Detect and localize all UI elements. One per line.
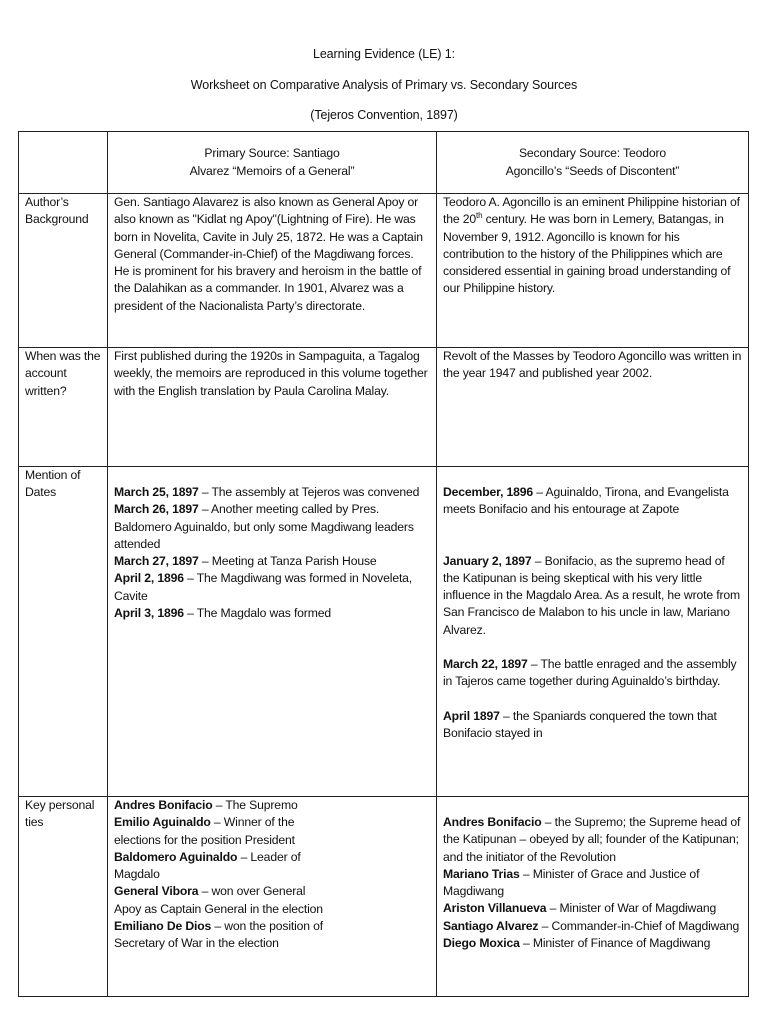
- date-entry: March 22, 1897 – The battle enraged and the assembly in Tajeros came together during Aguinaldo’s birthday.: [443, 657, 737, 689]
- worksheet-subtitle: Worksheet on Comparative Analysis of Primary vs. Secondary Sources: [190, 78, 578, 92]
- date-entry: December, 1896 – Aguinaldo, Tirona, and Evangelista meets Bonifacio and his entourage at Zapote: [443, 485, 729, 517]
- dates-primary: [108, 467, 437, 797]
- primary-source-header: [108, 132, 437, 194]
- person-entry: Andres Bonifacio – The Supremo: [114, 798, 298, 812]
- secondary-source-header: [437, 132, 749, 194]
- header-row: [19, 132, 749, 194]
- agoncillo-bio-part2: century. He was born in Lemery, Batangas, in November 9, 1912. Agoncillo is known for his contribution to the history of the Philippines which are considered essential in gaining broad understanding of our Philippine history.: [443, 212, 731, 296]
- author-background-label: Author’s Background: [19, 194, 108, 348]
- person-entry: General Vibora – won over General Apoy as Captain General in the election: [114, 884, 323, 916]
- date-entry: March 25, 1897 – The assembly at Tejeros was convened: [114, 485, 420, 499]
- when-written-label: When was the account written?: [19, 348, 108, 467]
- person-entry: Diego Moxica – Minister of Finance of Magdiwang: [443, 936, 711, 951]
- worksheet-title: Learning Evidence (LE) 1:: [312, 47, 456, 61]
- key-ties-secondary: [437, 797, 749, 997]
- mention-of-dates-label: Mention of Dates: [19, 467, 108, 797]
- when-written-primary: First published during the 1920s in Sampaguita, a Tagalog weekly, the memoirs are reproduced in this volume together with the English translation by Paula Carolina Malay.: [108, 348, 437, 467]
- date-entry: April 1897 – the Spaniards conquered the town that Bonifacio stayed in: [443, 708, 717, 740]
- author-background-primary: Gen. Santiago Alavarez is also known as General Apoy or also known as "Kidlat ng Apoy"(Lightning of Fire). He was born in Novelita, Cavite in July 25, 1872. He was a Captain General (Commander-in-Chief) of the Magdiwang forces. He is prominent for his bravery and heroism in the battle of the Dalahikan as a commander. In 1901, Alvarez was a president of the Nacionalista Party’s directorate.: [108, 194, 437, 348]
- corner-cell: [19, 132, 108, 194]
- agoncillo-bio-superscript: th: [476, 211, 483, 221]
- author-background-row: [19, 194, 749, 348]
- date-entry: March 27, 1897 – Meeting at Tanza Parish House: [114, 554, 377, 569]
- when-written-row: [19, 348, 749, 467]
- agoncillo-bio-part1: Teodoro A. Agoncillo is an eminent Philippine historian of the 20: [443, 195, 740, 227]
- primary-header-line2: Alvarez “Memoirs of a General”: [189, 163, 355, 178]
- dates-secondary: [437, 467, 749, 797]
- person-entry: Ariston Villanueva – Minister of War of Magdiwang: [443, 901, 717, 916]
- key-personal-ties-label: Key personal ties: [19, 797, 108, 997]
- person-entry: Baldomero Aguinaldo – Leader of Magdalo: [114, 849, 301, 882]
- date-entry: April 2, 1896 – The Magdiwang was formed in Noveleta, Cavite: [114, 571, 413, 603]
- worksheet-topic: (Tejeros Convention, 1897): [310, 108, 458, 122]
- date-entry: April 3, 1896 – The Magdalo was formed: [114, 606, 331, 621]
- date-entry: January 2, 1897 – Bonifacio, as the supremo head of the Katipunan is being skeptical with his very little influence in the Magdalo Area. As a result, he wrote from San Francisco de Malabon to his uncle in law, Mariano Alvarez.: [443, 553, 740, 637]
- author-background-secondary: [437, 194, 749, 348]
- person-entry: Andres Bonifacio – the Supremo; the Supreme head of the Katipunan – obeyed by all; founder of the Katipunan; and the initiator of the Revolution: [443, 815, 741, 864]
- secondary-header-line1: Secondary Source: Teodoro: [518, 146, 667, 161]
- when-written-secondary: Revolt of the Masses by Teodoro Agoncillo was written in the year 1947 and published year 2002.: [437, 348, 749, 467]
- secondary-header-line2: Agoncillo’s “Seeds of Discontent”: [505, 163, 680, 178]
- person-entry: Mariano Trias – Minister of Grace and Justice of Magdiwang: [443, 866, 700, 899]
- comparison-table: [18, 131, 749, 997]
- person-entry: Emiliano De Dios – won the position of Secretary of War in the election: [114, 919, 324, 951]
- primary-header-line1: Primary Source: Santiago: [204, 146, 340, 161]
- key-personal-ties-row: [19, 797, 749, 997]
- key-ties-primary: [108, 797, 437, 997]
- mention-of-dates-row: [19, 467, 749, 797]
- date-entry: March 26, 1897 – Another meeting called by Pres. Baldomero Aguinaldo, but only some Magdiwang leaders attended: [114, 502, 414, 551]
- person-entry: Emilio Aguinaldo – Winner of the elections for the position President: [114, 815, 295, 847]
- person-entry: Santiago Alvarez – Commander-in-Chief of Magdiwang: [443, 918, 740, 933]
